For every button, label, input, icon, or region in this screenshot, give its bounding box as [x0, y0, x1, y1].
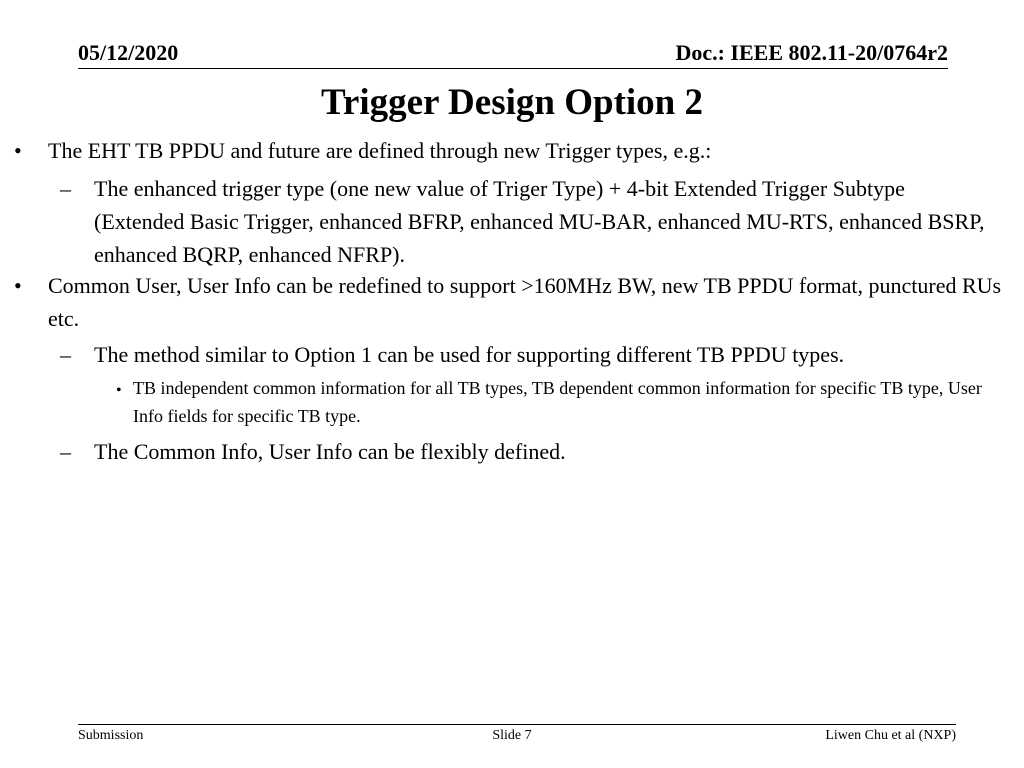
header-doc-id: Doc.: IEEE 802.11-20/0764r2: [675, 40, 948, 65]
dash-marker: –: [60, 439, 71, 464]
dash-marker: –: [60, 176, 71, 201]
bullet-marker: •: [14, 138, 22, 163]
header-date: 05/12/2020: [78, 40, 179, 65]
bullet-2: Common User, User Info can be redefined to support >160MHz BW, new TB PPDU format, punctured RUs etc.: [48, 273, 1002, 331]
footer-divider: [78, 724, 956, 725]
sub-sub-bullet-2-1-1: TB independent common information for all TB types, TB dependent common information for specific TB type, User Info fields for specific TB type.: [133, 378, 982, 426]
footer-slide-number: Slide 7: [492, 728, 532, 743]
sub-bullet-1-1: The enhanced trigger type (one new value of Triger Type) + 4-bit Extended Trigger Subtype (Extended Basic Trigger, enhanced BFRP, enhanced MU-BAR, enhanced MU-RTS, enhanced BSRP, enhanced BQRP, enhanced NFRP).: [94, 176, 985, 267]
sub-bullet-2-2: The Common Info, User Info can be flexibly defined.: [94, 439, 566, 464]
footer-authors: Liwen Chu et al (NXP): [825, 728, 956, 743]
dash-marker: –: [60, 342, 71, 367]
bullet-marker: •: [14, 273, 22, 298]
bullet-1: The EHT TB PPDU and future are defined through new Trigger types, e.g.:: [48, 138, 712, 163]
footer-submission: Submission: [78, 728, 144, 743]
header-divider: [78, 68, 948, 69]
sub-bullet-2-1: The method similar to Option 1 can be used for supporting different TB PPDU types.: [94, 342, 845, 367]
slide-title: Trigger Design Option 2: [321, 82, 703, 123]
bullet-marker: •: [116, 382, 122, 399]
